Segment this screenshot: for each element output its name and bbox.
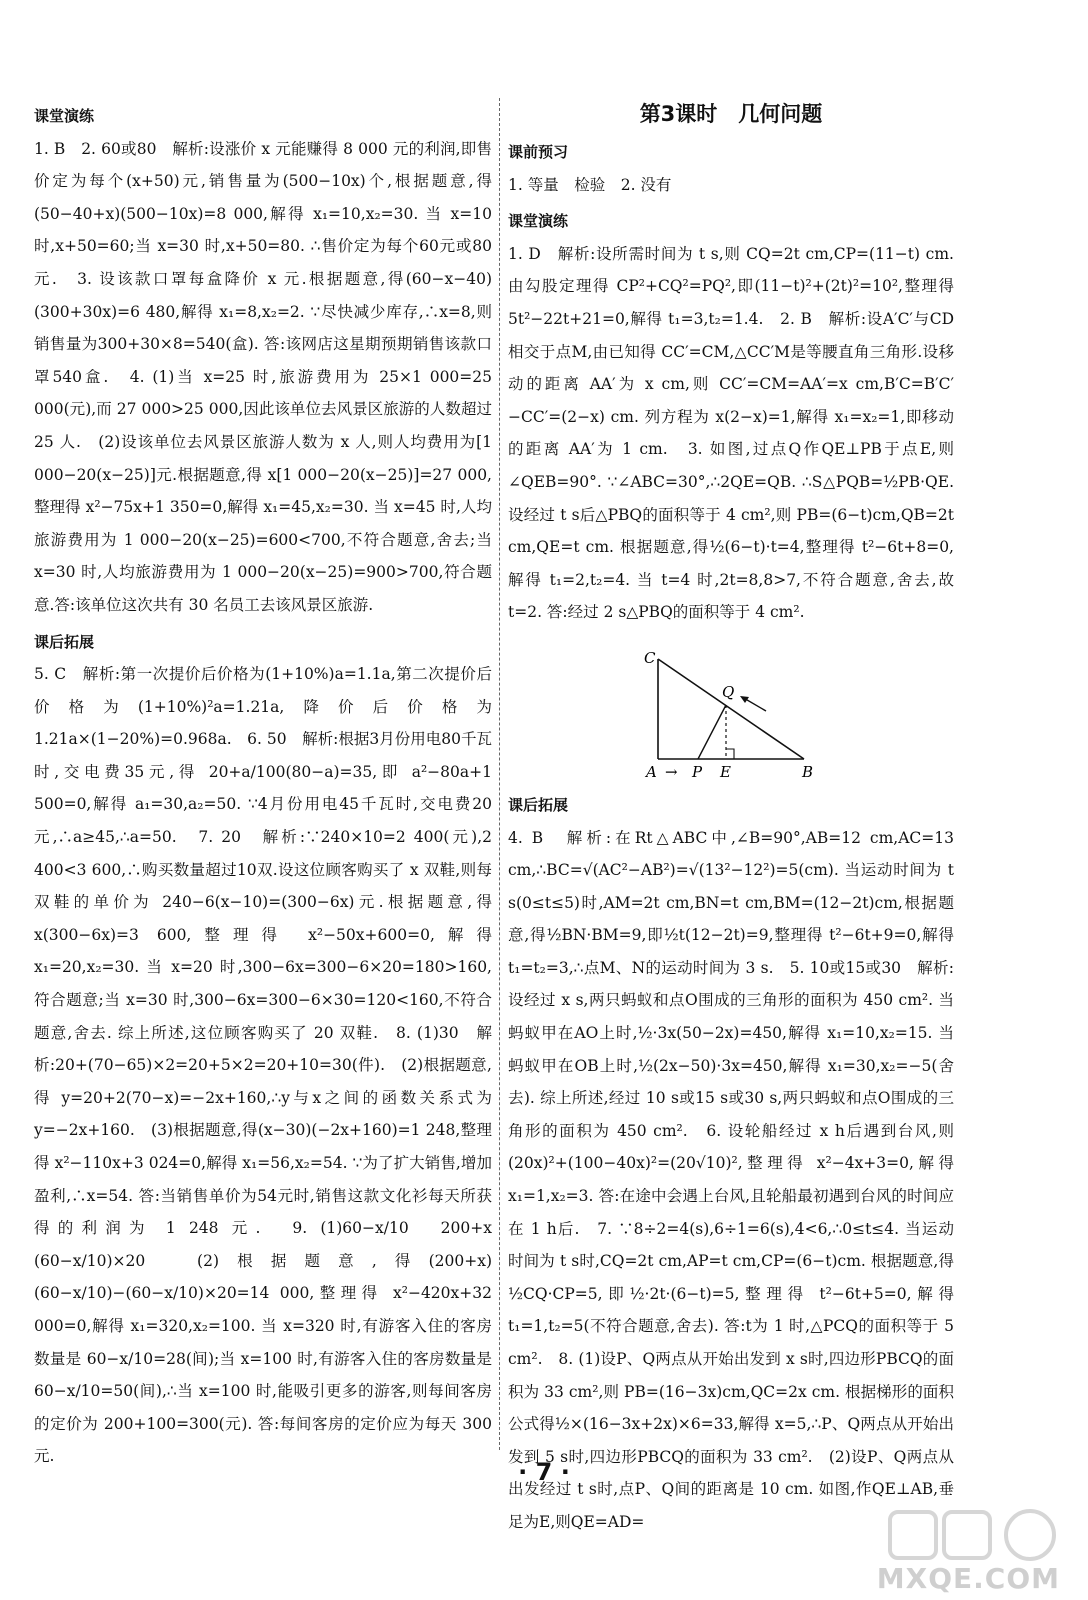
right-column (508, 96, 954, 1539)
page-number: · 7 · (518, 1458, 570, 1486)
left-column (34, 96, 508, 1473)
label-b: B (802, 762, 814, 781)
column-divider (499, 98, 500, 1450)
lesson-title: 第3课时 几何问题 (639, 102, 823, 126)
label-e: E (720, 762, 731, 781)
label-c: C (644, 648, 656, 667)
after-class-extension-answers: 5. C 解析:第一次提价后价格为(1+10%)a=1.1a,第二次提价后价格为(1+10%)²a=1.21a,降价后价格为 1.21a×(1−20%)=0.968a. 6. 50 解析:根据3月份用电80千瓦时,交电费35元,得 20+a/100(80−a)=35,即 a²−80a+1 500=0,解得 a₁=30,a₂=50. ∵4月份用电45千瓦时,交电费20元,∴a≥45,∴a=50. 7. 20 解析:∵240×10=2 400(元),2 400<3 600,∴购买数量超过10双.设这位顾客购买了 x 双鞋,则每双鞋的单价为 240−6(x−10)=(300−6x)元.根据题意,得 x(300−6x)=3 600,整理得 x²−50x+600=0,解得 x₁=20,x₂=30. 当 x=20 时,300−6x=300−6×20=180>160,符合题意;当 x=30 时,300−6x=300−6×30=120<160,不符合题意,舍去. 综上所述,这位顾客购买了 20 双鞋. 8. (1)30 解析:20+(70−65)×2=20+5×2=20+10=30(件). (2)根据题意,得 y=20+2(70−x)=−2x+160,∴y与x之间的函数关系式为 y=−2x+160. (3)根据题意,得(x−30)(−2x+160)=1 248,整理得 x²−110x+3 024=0,解得 x₁=56,x₂=54. ∵为了扩大销售,增加盈利,∴x=54. 答:当销售单价为54元时,销售这款文化衫每天所获得的利润为 1 248 元. 9. (1)60−x/10 200+x (60−x/10)×20 (2)根据题意,得(200+x)(60−x/10)−(60−x/10)×20=14 000,整理得 x²−420x+32 000=0,解得 x₁=320,x₂=100. 当 x=320 时,有游客入住的客房数量是 60−x/10=28(间);当 x=100 时,有游客入住的客房数量是 60−x/10=50(间),∴当 x=100 时,能吸引更多的游客,则每间客房的定价为 200+100=300(元). 答:每间客房的定价应为每天 300 元. (34, 665, 508, 1466)
section-head-after-class-extension-right: 课后拓展 (508, 795, 569, 814)
section-head-preview: 课前预习 (508, 143, 569, 161)
section-head-classroom-practice-right: 课堂演练 (508, 212, 569, 231)
segment-pq (698, 705, 726, 759)
segment-cb (658, 659, 804, 759)
section-head-after-class-extension: 课后拓展 (34, 632, 95, 651)
after-class-extension-geometry-answers: 4. B 解析:在Rt△ABC中,∠B=90°,AB=12 cm,AC=13 cm,∴BC=√(AC²−AB²)=√(13²−12²)=5(cm). 当运动时间为 t s(0≤t≤5)时,AM=2t cm,BN=t cm,BM=(12−2t)cm,根据题意,得½BN·BM=9,即½t(12−2t)=9,整理得 t²−6t+9=0,解得 t₁=t₂=3,∴点M、N的运动时间为 3 s. 5. 10或15或30 解析:设经过 x s,两只蚂蚁和点O围成的三角形的面积为 450 cm². 当蚂蚁甲在AO上时,½·3x(50−2x)=450,解得 x₁=10,x₂=15. 当蚂蚁甲在OB上时,½(2x−50)·3x=450,解得 x₁=30,x₂=−5(舍去). 综上所述,经过 10 s或15 s或30 s,两只蚂蚁和点O围成的三角形的面积为 450 cm². 6. 设轮船经过 x h后遇到台风,则(20x)²+(100−40x)²=(20√10)²,整理得 x²−4x+3=0,解得 x₁=1,x₂=3. 答:在途中会遇上台风,且轮船最初遇到台风的时间应在 1 h后. 7. ∵8÷2=4(s),6÷1=6(s),4<6,∴0≤t≤4. 当运动时间为 t s时,CQ=2t cm,AP=t cm,CP=(6−t)cm. 根据题意,得½CQ·CP=5,即½·2t·(6−t)=5,整理得 t²−6t+5=0,解得 t₁=1,t₂=5(不符合题意,舍去). 答:t为 1 时,△PCQ的面积等于 5 cm². 8. (1)设P、Q两点从开始出发到 x s时,四边形PBCQ的面积为 33 cm²,则 PB=(16−3x)cm,QC=2x cm. 根据梯形的面积公式得½×(16−3x+2x)×6=33,解得 x=5,∴P、Q两点从开始出发到 5 s时,四边形PBCQ的面积为 33 cm². (2)设P、Q两点从出发经过 t s时,点P、Q间的距离是 10 cm. 如图,作QE⊥AB,垂足为E,则QE=AD= (508, 828, 954, 1531)
classroom-practice-geometry-answers: 1. D 解析:设所需时间为 t s,则 CQ=2t cm,CP=(11−t) cm. 由勾股定理得 CP²+CQ²=PQ²,即(11−t)²+(2t)²=10²,整理得 5t²−22t+21=0,解得 t₁=3,t₂=1.4. 2. B 解析:设A′C′与CD相交于点M,由已知得 CC′=CM,△CC′M是等腰直角三角形.设移动的距离 AA′为 x cm,则 CC′=CM=AA′=x cm,B′C=B′C′−CC′=(2−x) cm. 列方程为 x(2−x)=1,解得 x₁=x₂=1,即移动的距离 AA′为 1 cm. 3. 如图,过点Q作QE⊥PB于点E,则∠QEB=90°. ∵∠ABC=30°,∴2QE=QB. ∴S△PQB=½PB·QE. 设经过 t s后△PBQ的面积等于 4 cm²,则 PB=(6−t)cm,QB=2t cm,QE=t cm. 根据题意,得½(6−t)·t=4,整理得 t²−6t+8=0,解得 t₁=2,t₂=4. 当 t=4 时,2t=8,8>7,不符合题意,舍去,故 t=2. 答:经过 2 s△PBQ的面积等于 4 cm². (508, 244, 954, 622)
label-arrow: → (665, 762, 678, 781)
label-q: Q (722, 682, 735, 701)
section-head-classroom-practice: 课堂演练 (34, 107, 95, 125)
label-p: P (692, 762, 703, 781)
triangle-figure (508, 635, 954, 785)
watermark-text: MXQE.COM (876, 1562, 1060, 1595)
preview-answers: 1. 等量 检验 2. 没有 (508, 175, 672, 194)
label-a: A (646, 762, 657, 781)
classroom-practice-answers: 1. B 2. 60或80 解析:设涨价 x 元能赚得 8 000 元的利润,即售价定为每个(x+50)元,销售量为(500−10x)个,根据题意,得(50−40+x)(500−10x)=8 000,解得 x₁=10,x₂=30. 当 x=10 时,x+50=60;当 x=30 时,x+50=80. ∴售价定为每个60元或80元. 3. 设该款口罩每盒降价 x 元.根据题意,得(60−x−40)(300+30x)=6 480,解得 x₁=8,x₂=2. ∵尽快减少库存,∴x=8,则销售量为300+30×8=540(盒). 答:该网店这星期预期销售该款口罩540盒. 4. (1)当 x=25 时,旅游费用为 25×1 000=25 000(元),而 27 000>25 000,因此该单位去风景区旅游的人数超过 25 人. (2)设该单位去风景区旅游人数为 x 人,则人均费用为[1 000−20(x−25)]元.根据题意,得 x[1 000−20(x−25)]=27 000,整理得 x²−75x+1 350=0,解得 x₁=45,x₂=30. 当 x=45 时,人均旅游费用为 1 000−20(x−25)=600<700,不符合题意,舍去;当 x=30 时,人均旅游费用为 1 000−20(x−25)=900>700,符合题意.答:该单位这次共有 30 名员工去该风景区旅游. (34, 139, 492, 614)
right-angle-mark (726, 749, 734, 759)
